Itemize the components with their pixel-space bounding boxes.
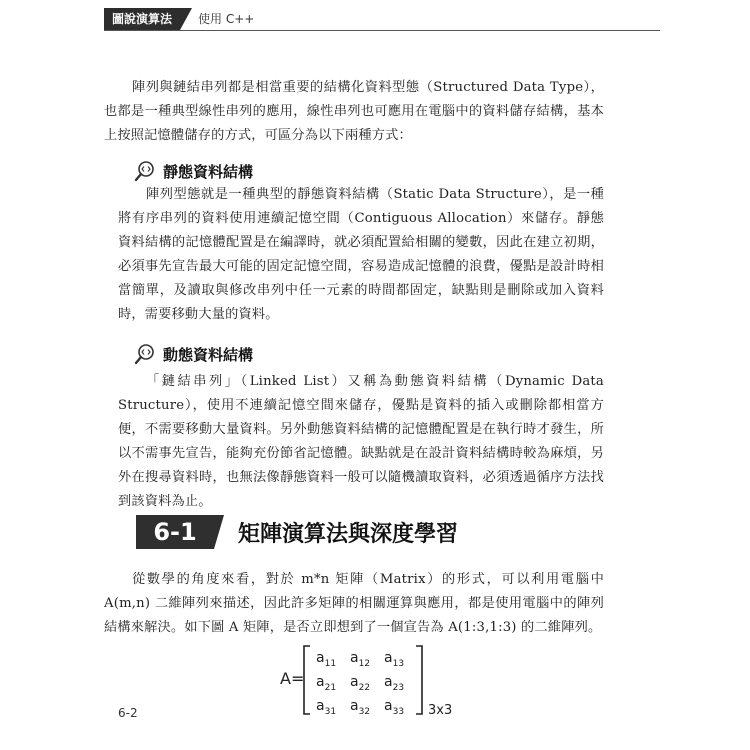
chapter-section-heading (136, 512, 458, 552)
static-section-heading (134, 159, 253, 183)
dynamic-section-body: 「鏈結串列」（Linked List）又稱為動態資料結構（Dynamic Data Structure），使用不連續記憶空間來儲存，優點是資料的插入或刪除都相當方便，不需要移動大量資料。另外動態資料結構的記憶體配置是在執行時才發生，所以不需事先宣告，能夠充份節省記憶體。缺點就是在設計資料結構時較為麻煩，另外在搜尋資料時，也無法像靜態資料一般可以隨機讀取資料，必須透過循序方法找到該資料為止。 (118, 374, 604, 509)
magnifier-code-icon (134, 343, 156, 365)
matrix-cell: $a_{11}$ (316, 650, 337, 669)
matrix-cell: $a_{21}$ (316, 674, 337, 693)
section-number-badge: 6-1 (136, 515, 214, 549)
matrix-cell: $a_{32}$ (350, 698, 371, 717)
dynamic-section-title: 動態資料結構 (163, 345, 254, 364)
section-title: 矩陣演算法與深度學習 (238, 521, 459, 547)
matrix-left-bracket (304, 646, 310, 714)
intro-paragraph: 陣列與鏈結串列都是相當重要的結構化資料型態（Structured Data Type），也都是一種典型線性串列的應用，線性串列也可應用在電腦中的資料儲存結構，基本上按照記憶體儲存的方式，可區分為以下兩種方式： (104, 80, 604, 143)
page-header (104, 8, 660, 32)
book-title: 圖說演算法 (104, 8, 180, 30)
matrix-right-bracket (416, 646, 422, 714)
matrix-figure (270, 640, 470, 720)
matrix-cell: $a_{33}$ (384, 698, 405, 717)
matrix-cell: $a_{31}$ (316, 698, 337, 717)
matrix-cell: $a_{23}$ (384, 674, 405, 693)
matrix-label: A= (280, 669, 305, 688)
dynamic-section-heading (134, 342, 253, 366)
book-subtitle: 使用 C++ (198, 12, 255, 26)
matrix-cell: $a_{12}$ (350, 650, 371, 669)
page-number: 6-2 (118, 706, 138, 720)
matrix-cell: $a_{13}$ (384, 650, 405, 669)
matrix-size-label: 3x3 (428, 703, 453, 718)
static-section-body: 陣列型態就是一種典型的靜態資料結構（Static Data Structure），是一種將有序串列的資料使用連續記憶空間（Contiguous Allocation）來儲存。靜態資料結構的記憶體配置是在編譯時，就必須配置給相關的變數，因此在建立初期，必須事先宣告最大可能的固定記憶空間，容易造成記憶體的浪費，優點是設計時相當簡單，及讀取與修改串列中任一元素的時間都固定，缺點則是刪除或加入資料時，需要移動大量的資料。 (118, 187, 604, 322)
matrix-cell: $a_{22}$ (350, 674, 371, 693)
header-tab-slant (180, 8, 192, 30)
chapter-section-body: 從數學的角度來看，對於 m*n 矩陣（Matrix）的形式，可以利用電腦中 A(m,n) 二維陣列來描述，因此許多矩陣的相關運算與應用，都是使用電腦中的陣列結構來解決。如下圖 A 矩陣，是否立即想到了一個宣告為 A(1:3,1:3) 的二維陣列。 (104, 572, 604, 635)
magnifier-code-icon (134, 160, 156, 182)
static-section-title: 靜態資料結構 (163, 162, 254, 181)
header-rule (104, 30, 660, 31)
